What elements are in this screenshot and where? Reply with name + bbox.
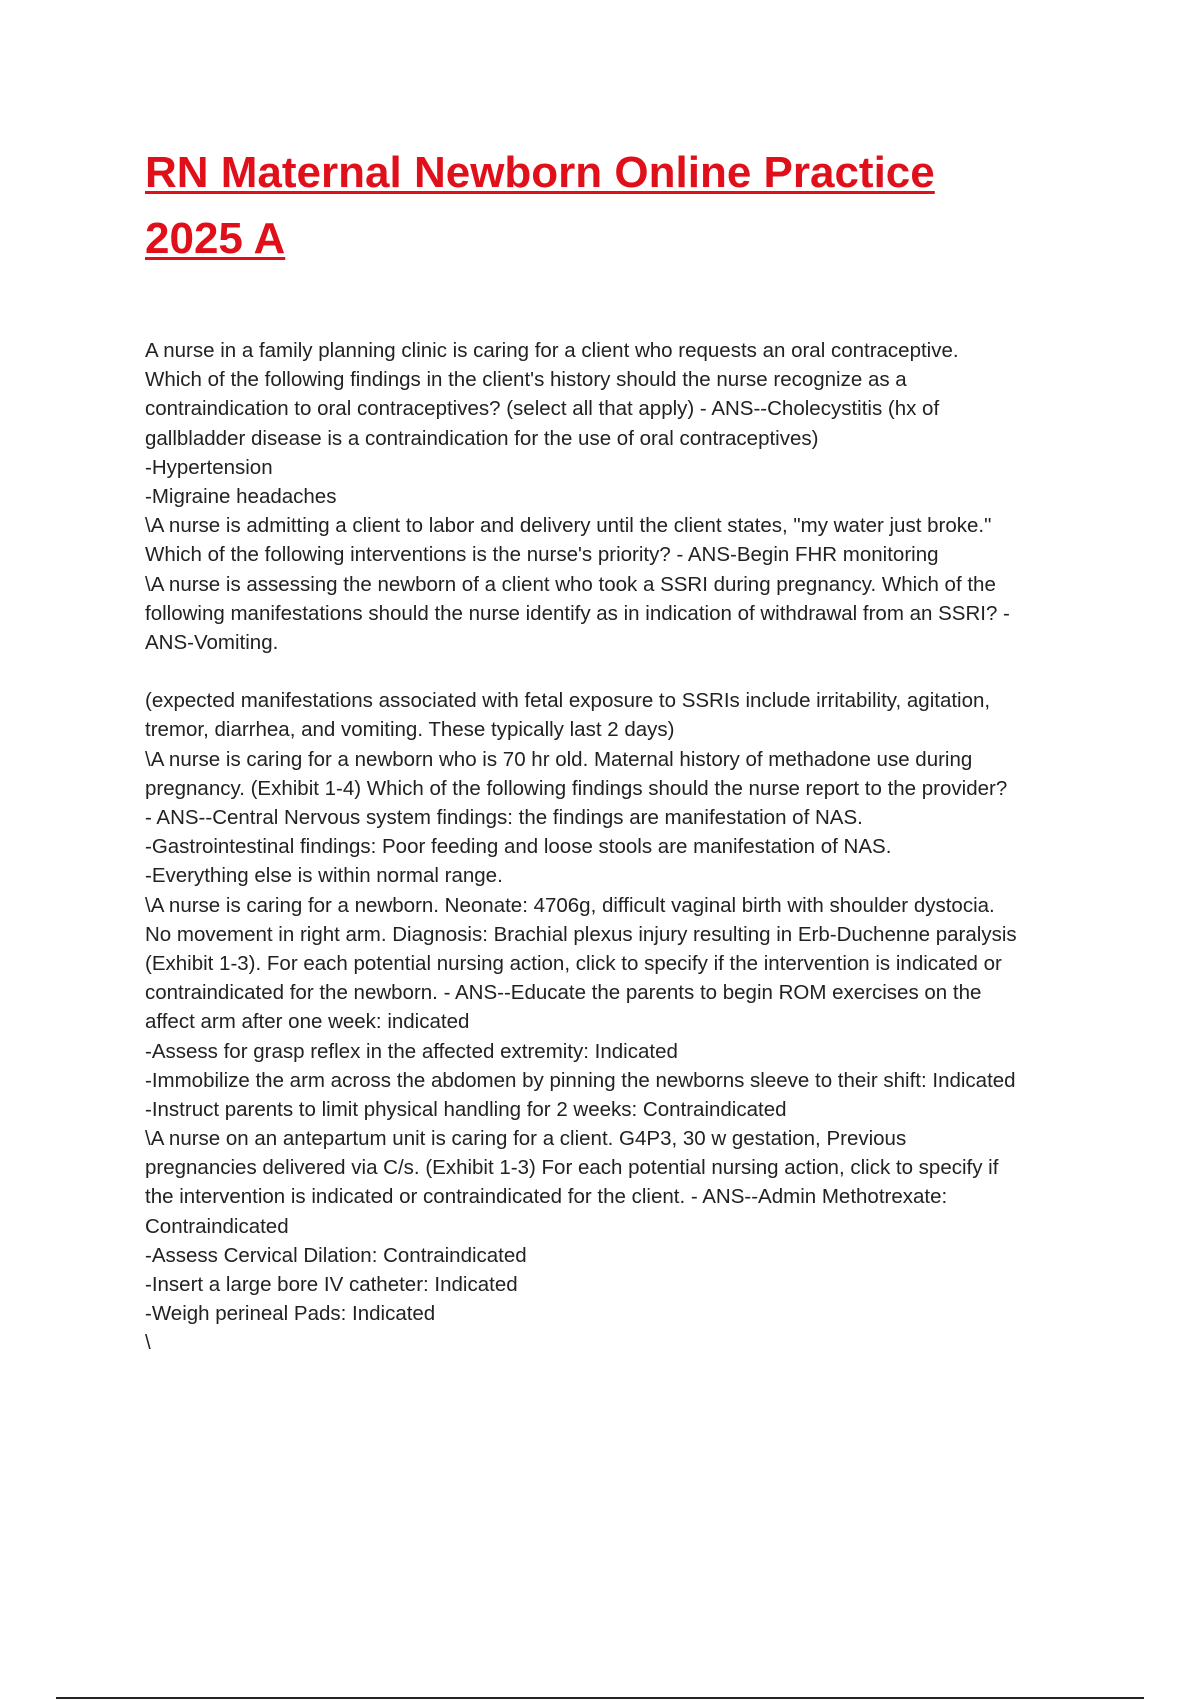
body-line: affect arm after one week: indicated	[145, 1010, 470, 1034]
body-line: \A nurse is assessing the newborn of a client who took a SSRI during pregnancy. Which of the	[145, 572, 996, 596]
blank-line	[145, 657, 1105, 686]
body-line: contraindicated for the newborn. - ANS--Educate the parents to begin ROM exercises on the	[145, 981, 982, 1005]
body-line: -Assess for grasp reflex in the affected extremity: Indicated	[145, 1039, 678, 1063]
body-line: pregnancy. (Exhibit 1-4) Which of the following findings should the nurse report to the provider?	[145, 776, 1008, 800]
document-title	[145, 140, 1105, 272]
body-line: the intervention is indicated or contraindicated for the client. - ANS--Admin Methotrexate:	[145, 1185, 948, 1209]
body-line: No movement in right arm. Diagnosis: Brachial plexus injury resulting in Erb-Duchenne paralysis	[145, 922, 1017, 946]
body-line: gallbladder disease is a contraindication for the use of oral contraceptives)	[145, 426, 819, 450]
body-line: contraindication to oral contraceptives? (select all that apply) - ANS--Cholecystitis (hx of	[145, 397, 940, 421]
body-line: \A nurse is admitting a client to labor and delivery until the client states, "my water just broke."	[145, 514, 992, 538]
body-line: \A nurse is caring for a newborn who is 70 hr old. Maternal history of methadone use during	[145, 747, 973, 771]
body-line: Which of the following findings in the client's history should the nurse recognize as a	[145, 368, 907, 392]
body-line: -Instruct parents to limit physical handling for 2 weeks: Contraindicated	[145, 1097, 787, 1121]
body-line: \A nurse is caring for a newborn. Neonate: 4706g, difficult vaginal birth with shoulder dystocia.	[145, 893, 995, 917]
body-line: Contraindicated	[145, 1214, 289, 1238]
body-line: -Migraine headaches	[145, 484, 337, 508]
body-line: ANS-Vomiting.	[145, 630, 279, 654]
body-line: tremor, diarrhea, and vomiting. These typically last 2 days)	[145, 718, 675, 742]
body-line: -Everything else is within normal range.	[145, 864, 503, 888]
page-bottom-rule	[56, 1697, 1144, 1699]
body-line: \	[145, 1331, 151, 1355]
body-line: - ANS--Central Nervous system findings: the findings are manifestation of NAS.	[145, 806, 863, 829]
body-line: \A nurse on an antepartum unit is caring for a client. G4P3, 30 w gestation, Previous	[145, 1127, 907, 1151]
document-body	[145, 336, 1105, 1358]
body-line: -Gastrointestinal findings: Poor feeding and loose stools are manifestation of NAS.	[145, 835, 892, 859]
body-line: pregnancies delivered via C/s. (Exhibit 1-3) For each potential nursing action, click to specify if	[145, 1156, 999, 1180]
body-line: -Assess Cervical Dilation: Contraindicated	[145, 1243, 527, 1267]
body-line: -Weigh perineal Pads: Indicated	[145, 1302, 436, 1326]
body-line: (expected manifestations associated with fetal exposure to SSRIs include irritability, agitation,	[145, 689, 991, 713]
body-line: Which of the following interventions is the nurse's priority? - ANS-Begin FHR monitoring	[145, 543, 939, 567]
body-line: -Insert a large bore IV catheter: Indicated	[145, 1273, 518, 1296]
body-line: -Hypertension	[145, 455, 273, 479]
body-line: -Immobilize the arm across the abdomen by pinning the newborns sleeve to their shift: Indicated	[145, 1068, 1016, 1092]
body-line: following manifestations should the nurse identify as in indication of withdrawal from an SSRI? -	[145, 601, 1010, 625]
title-line-2: 2025 A	[145, 214, 286, 263]
body-line: A nurse in a family planning clinic is caring for a client who requests an oral contraceptive.	[145, 339, 959, 362]
title-line-1: RN Maternal Newborn Online Practice	[145, 148, 935, 197]
body-line: (Exhibit 1-3). For each potential nursing action, click to specify if the intervention is indicated or	[145, 951, 1002, 975]
